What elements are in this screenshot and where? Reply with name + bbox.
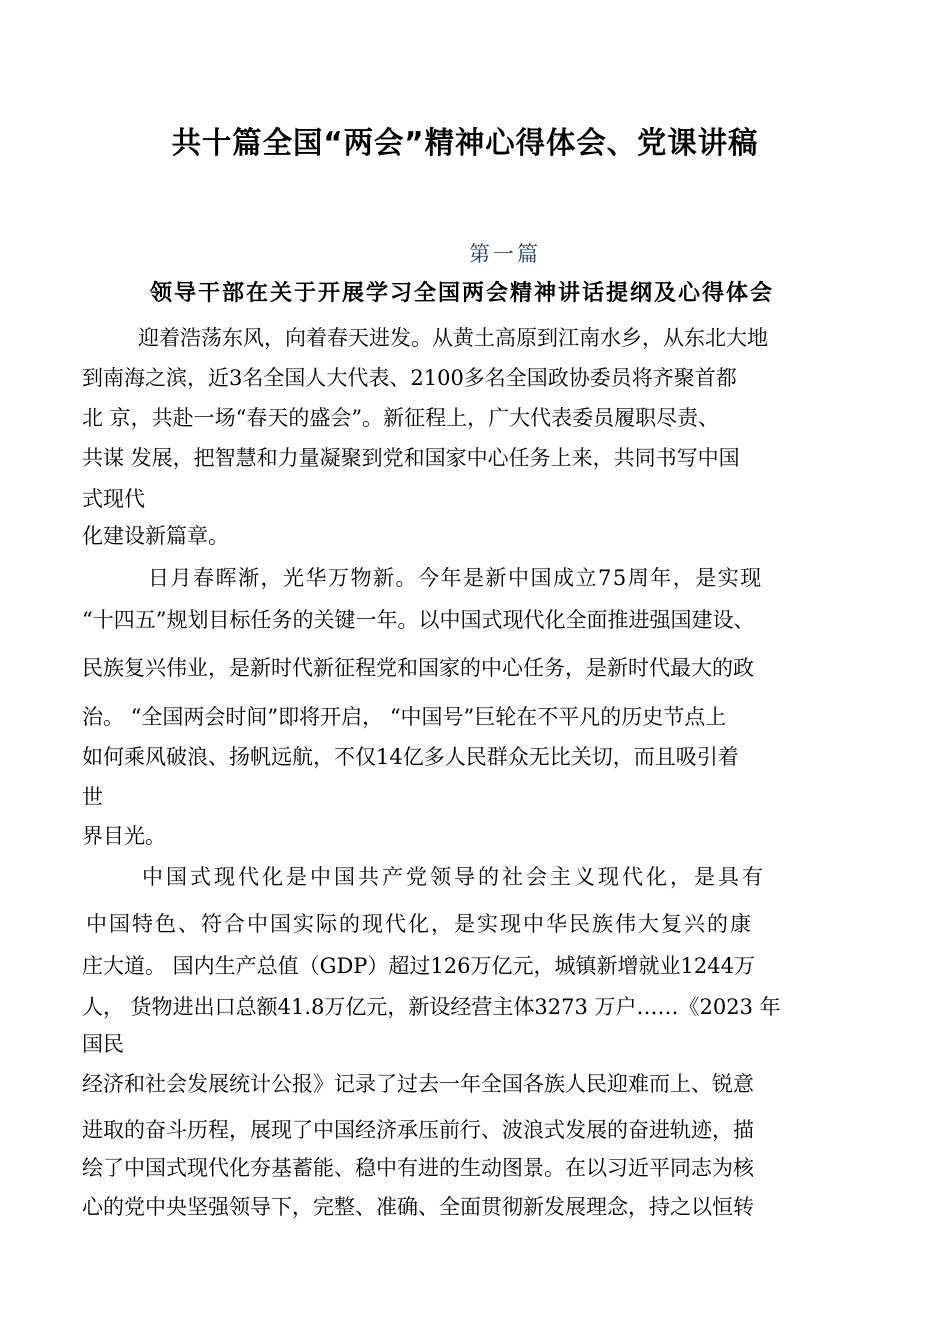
body-line: 到南海之滨，近3名全国人大代表、2100多名全国政协委员将齐聚首都 xyxy=(82,366,737,390)
body-line: 心的党中央坚强领导下，完整、准确、全面贯彻新发展理念，持之以恒转 xyxy=(82,1195,754,1219)
chapter-label: 第一篇 xyxy=(469,242,541,266)
body-line: 进取的奋斗历程，展现了中国经济承压前行、波浪式发展的奋进轨迹，描 xyxy=(82,1118,754,1142)
body-line: “十四五”规划目标任务的关键一年。以中国式现代化全面推进强国建设、 xyxy=(82,608,755,632)
body-line: 迎着浩荡东风，向着春天进发。从黄土高原到江南水乡，从东北大地 xyxy=(138,326,768,350)
body-line: 北 京，共赴一场“春天的盛会”。新征程上，广大代表委员履职尽责、 xyxy=(82,406,720,430)
body-line: 式现代 xyxy=(82,487,145,511)
body-line: 民族复兴伟业，是新时代新征程党和国家的中心任务，是新时代最大的政 xyxy=(82,656,754,680)
body-line: 如何乘风破浪、扬帆远航，不仅14亿多人民群众无比关切，而且吸引着 xyxy=(82,745,739,769)
body-line: 界目光。 xyxy=(82,824,166,848)
body-line: 化建设新篇章。 xyxy=(82,524,229,548)
body-line: 世 xyxy=(82,785,103,809)
body-line: 经济和社会发展统计公报》记录了过去一年全国各族人民迎难而上、锐意 xyxy=(82,1072,754,1096)
body-line: 绘了中国式现代化夯基蓄能、稳中有进的生动图景。在以习近平同志为核 xyxy=(82,1156,754,1180)
section-subtitle: 领导干部在关于开展学习全国两会精神讲话提纲及心得体会 xyxy=(150,281,775,306)
body-line: 共谋 发展，把智慧和力量凝聚到党和国家中心任务上来，共同书写中国 xyxy=(82,446,740,470)
body-line: 庄大道。 国内生产总值（GDP）超过126万亿元，城镇新增就业1244万 xyxy=(82,954,755,978)
body-line: 中国式现代化是中国共产党领导的社会主义现代化，是具有 xyxy=(142,865,766,889)
body-line: 日月春晖渐，光华万物新。今年是新中国成立75周年，是实现 xyxy=(148,566,763,590)
body-line: 治。 “全国两会时间”即将开启， “中国号”巨轮在不平凡的历史节点上 xyxy=(82,705,727,729)
body-line: 中国特色、符合中国实际的现代化，是实现中华民族伟大复兴的康 xyxy=(86,912,753,936)
document-title: 共十篇全国“两会”精神心得体会、党课讲稿 xyxy=(171,126,759,161)
body-line: 人， 货物进出口总额41.8万亿元，新设经营主体3273 万户……《2023 年 xyxy=(82,995,781,1019)
body-line: 国民 xyxy=(82,1032,124,1056)
